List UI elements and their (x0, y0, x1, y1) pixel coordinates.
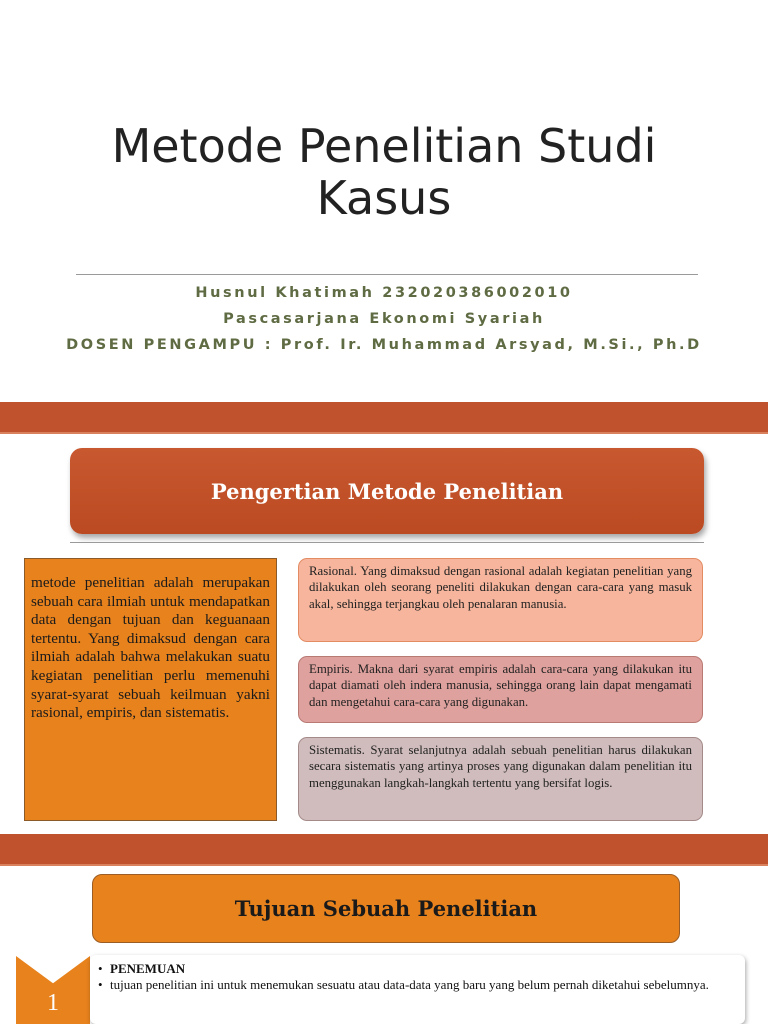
program-line: Pascasarjana Ekonomi Syariah (223, 311, 545, 327)
card-empiris (298, 656, 703, 723)
slide-separator-line (0, 864, 768, 866)
slide-title: Metode Penelitian Studi Kasus (111, 119, 657, 225)
pengertian-divider (70, 542, 704, 543)
lecturer-line: DOSEN PENGAMPU : Prof. Ir. Muhammad Arsyad, M.Si., Ph.D (66, 337, 702, 353)
tujuan-item-box (90, 955, 745, 1024)
card-rasional (298, 558, 703, 642)
definition-box (24, 558, 277, 821)
definition-text: metode penelitian adalah merupakan sebuah cara ilmiah untuk mendapatkan data dengan tujuan dan keguanaan tertentu. Yang dimaksud dengan cara ilmiah adalah bahwa melakukan suatu kegiatan penelitian perlu memenuhi syarat-syarat sebuah keilmuan yakni rasional, empiris, dan sistematis. (31, 574, 270, 722)
tujuan-item-text: tujuan penelitian ini untuk menemukan sesuatu atau data-data yang baru yang belum pernah diketahui sebelumnya. (110, 977, 709, 992)
bullet-text-row (98, 977, 735, 993)
author-line: Husnul Khatimah 232020386002010 (195, 285, 573, 301)
bullet-icon: • (98, 977, 103, 992)
slide-separator-line (0, 432, 768, 434)
bullet-heading-row (98, 961, 735, 977)
card-sistematis-text: Sistematis. Syarat selanjutnya adalah sebuah penelitian harus dilakukan secara sistematis yang artinya proses yang digunakan dalam penelitian itu menggunakan langkah-langkah tertentu yang bersifat logis. (309, 743, 692, 790)
title-divider (76, 274, 698, 275)
tujuan-item-heading: PENEMUAN (110, 961, 186, 976)
slide-separator-band (0, 834, 768, 864)
item-number: 1 (47, 990, 59, 1016)
pengertian-header-text: Pengertian Metode Penelitian (210, 478, 564, 504)
tujuan-header-text: Tujuan Sebuah Penelitian (234, 896, 538, 921)
card-empiris-text: Empiris. Makna dari syarat empiris adalah cara-cara yang dilakukan itu dapat diamati oleh indera manusia, sehingga orang lain dapat mengamati dan mengetahui cara-cara yang digunakan. (309, 662, 692, 709)
title-slide (0, 0, 768, 402)
card-sistematis (298, 737, 703, 821)
pengertian-header (70, 448, 704, 534)
card-rasional-text: Rasional. Yang dimaksud dengan rasional adalah kegiatan penelitian yang dilakukan oleh seorang peneliti dilakukan dengan cara-cara yang masuk akal, sehingga terjangkau oleh penalaran manusia. (309, 564, 692, 611)
tujuan-header (92, 874, 680, 943)
bullet-icon: • (98, 961, 103, 976)
slide-separator-band (0, 402, 768, 432)
